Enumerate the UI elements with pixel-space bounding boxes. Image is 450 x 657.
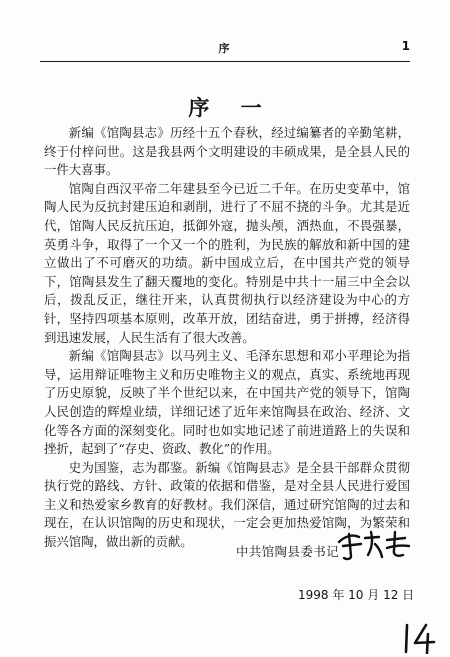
signing-date: 1998 年 10 月 12 日 xyxy=(298,588,415,602)
preface-body xyxy=(44,124,410,552)
handwritten-signature xyxy=(335,528,415,562)
page-number: 1 xyxy=(401,39,410,53)
paragraph-1: 新编《馆陶县志》历经十五个春秋，经过编纂者的辛勤笔耕，终于付梓问世。这是我县两个文明建设的丰硕成果，是全县人民的一件大喜事。 xyxy=(44,125,410,178)
handwritten-page-mark xyxy=(400,622,440,654)
paragraph-2: 馆陶自西汉平帝二年建县至今已近二千年。在历史变革中，馆陶人民为反抗封建压迫和剥削，进行了不屈不挠的斗争。尤其是近代，馆陶人民反抗压迫，抵御外寇，抛头颅，洒热血，不畏强暴，英勇斗争，取得了一个又一个的胜利，为民族的解放和新中国的建立做出了不可磨灭的功绩。新中国成立后，在中国共产党的领导下，馆陶县发生了翻天覆地的变化。特别是中共十一届三中全会以后，拨乱反正，继往开来，认真贯彻执行以经济建设为中心的方针，坚持四项基本原则，改革开放，团结奋进，勇于拼搏，经济得到迅速发展，人民生活有了很大改善。 xyxy=(44,180,410,345)
paragraph-3: 新编《馆陶县志》以马列主义、毛泽东思想和邓小平理论为指导，运用辩证唯物主义和历史唯物主义的观点，真实、系统地再现了历史原貌，反映了半个世纪以来，在中国共产党的领导下，馆陶人民创造的辉煌业绩，详细记述了近年来馆陶县在政治、经济、文化等各方面的深刻变化。同时也如实地记述了前进道路上的失误和挫折，起到了“存史、资政、教化”的作用。 xyxy=(44,348,410,457)
paragraph-4: 史为国鉴，志为郡鉴。新编《馆陶县志》是全县干部群众贯彻执行党的路线、方针、政策的依据和借鉴，是对全县人民进行爱国主义和热爱家乡教育的好教材。我们深信，通过研究馆陶的过去和现在，在认识馆陶的历史和现状，一定会更加热爱馆陶，为繁荣和振兴馆陶，做出新的贡献。 xyxy=(44,459,410,550)
running-head xyxy=(40,38,410,58)
signer-title: 中共馆陶县委书记 xyxy=(236,544,340,559)
running-title: 序 xyxy=(218,42,232,55)
header-rule xyxy=(40,61,410,62)
preface-title: 序 一 xyxy=(188,96,274,120)
